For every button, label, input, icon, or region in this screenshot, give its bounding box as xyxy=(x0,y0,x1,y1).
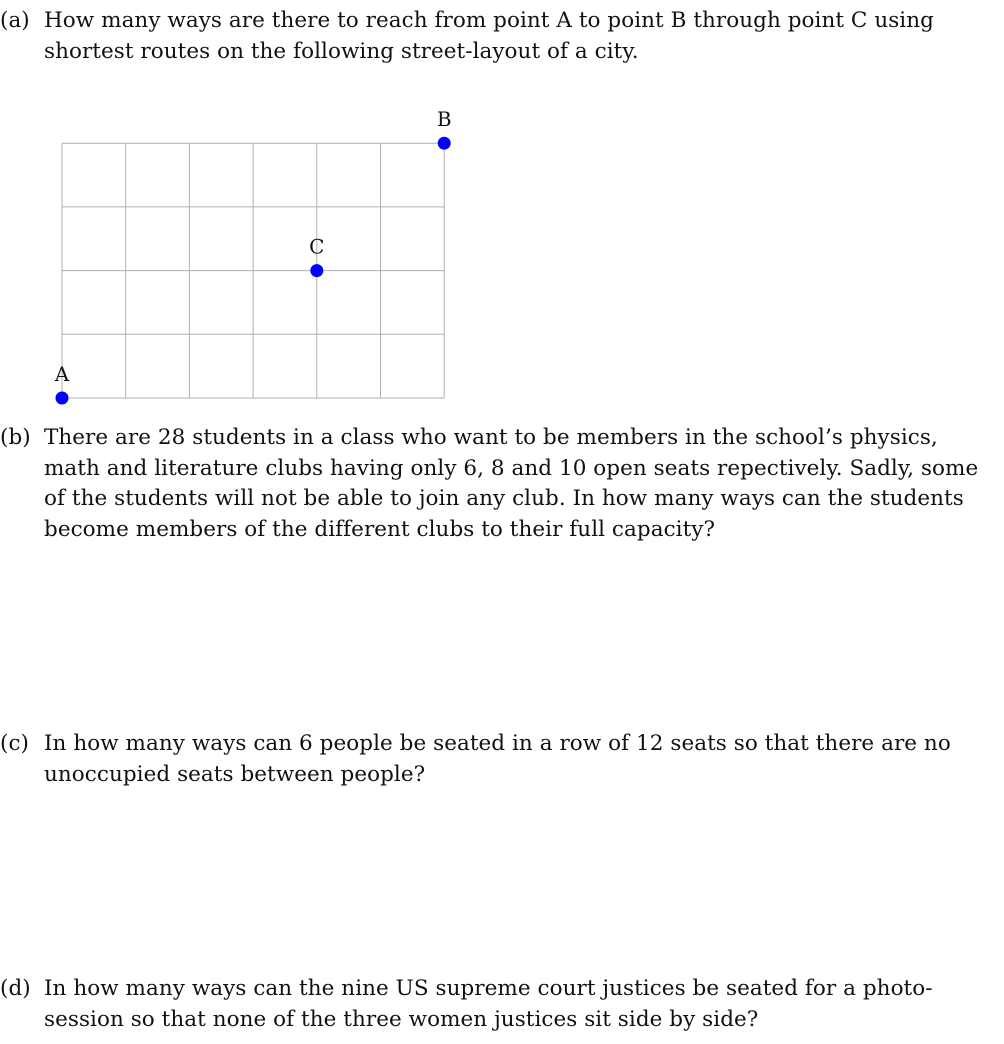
problem-c-label: (c) xyxy=(0,731,29,756)
point-b-label: B xyxy=(436,107,452,132)
point-c-label: C xyxy=(309,234,325,259)
street-grid-lines xyxy=(62,143,444,398)
problem-c xyxy=(0,729,990,790)
problem-a-label: (a) xyxy=(0,8,30,33)
point-a-label: A xyxy=(54,362,70,386)
problem-d-text: In how many ways can the nine US supreme court justices be seated for a photo-session so that none of the three women justices sit side by side? xyxy=(44,976,933,1032)
problem-b-text: There are 28 students in a class who want to be members in the school’s physics, math and literature clubs having only 6, 8 and 10 open seats repectively. Sadly, some of the students will not be able to join any club. In how many ways can the students become members of the different clubs to their full capacity? xyxy=(44,425,979,542)
point-b-marker xyxy=(438,137,451,150)
problem-b xyxy=(0,423,990,545)
problem-d-label: (d) xyxy=(0,976,31,1001)
point-a-marker xyxy=(56,392,69,405)
problem-a-text: How many ways are there to reach from point A to point B through point C using shortest routes on the following street-layout of a city. xyxy=(44,8,934,64)
point-c-marker xyxy=(310,264,323,277)
problem-c-text: In how many ways can 6 people be seated in a row of 12 seats so that there are no unoccupied seats between people? xyxy=(44,731,951,787)
problem-b-label: (b) xyxy=(0,425,31,450)
problem-d xyxy=(0,974,990,1035)
